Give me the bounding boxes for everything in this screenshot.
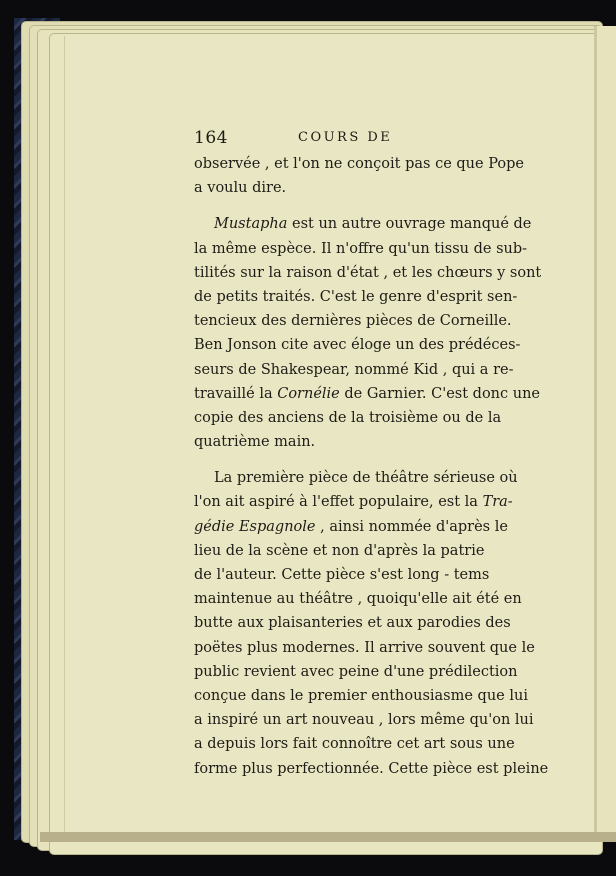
text-line: [194, 212, 532, 236]
text-run: tilités sur la raison d'état , et les chœurs y sont: [194, 264, 542, 281]
text-run: lieu de la scène et non d'après la patrie: [194, 542, 485, 559]
text-line: [194, 490, 514, 514]
text-run: l'on ait aspiré à l'effet populaire, est la: [194, 494, 483, 511]
paragraph-gap: [194, 454, 514, 466]
running-head: COURS DE: [298, 130, 393, 145]
paragraph: [194, 212, 542, 454]
text-run: tencieux des dernières pièces de Corneille.: [194, 313, 512, 330]
text-line: [194, 587, 522, 611]
text-run: seurs de Shakespear, nommé Kid , qui a re-: [194, 361, 514, 378]
paragraph: [194, 466, 549, 780]
text-run: conçue dans le premier enthousiasme que lui: [194, 687, 528, 704]
text-line: [194, 563, 514, 587]
text-line: [194, 309, 514, 333]
text-run: observée , et l'on ne conçoit pas ce que Pope: [194, 156, 524, 172]
text-run: butte aux plaisanteries et aux parodies des: [194, 615, 511, 632]
text-line: [194, 261, 542, 285]
italic-title: Mustapha: [214, 216, 288, 233]
text-run: Ben Jonson cite avec éloge un des prédéces-: [194, 337, 521, 354]
text-run: La première pièce de théâtre sérieuse où: [214, 470, 518, 487]
text-run: quatrième main.: [194, 434, 316, 451]
paragraph-gap: [194, 200, 514, 212]
body-text: [194, 152, 549, 781]
text-run: de petits traités. C'est le genre d'esprit sen-: [194, 288, 518, 305]
text-line: [194, 382, 540, 406]
text-run: de Garnier. C'est donc une: [339, 385, 540, 402]
text-run: a voulu dire.: [194, 180, 287, 197]
text-line: [194, 176, 514, 200]
facing-page-edge: [594, 26, 616, 834]
text-line: [194, 539, 514, 563]
text-line: [194, 430, 514, 454]
text-line: [194, 757, 549, 781]
text-run: , ainsi nommée d'après le: [315, 518, 508, 535]
text-run: forme plus perfectionnée. Cette pièce est pleine: [194, 760, 549, 777]
text-line: [194, 237, 528, 261]
page-number: 164: [194, 128, 228, 148]
text-line: [194, 285, 518, 309]
text-line: [194, 406, 514, 430]
text-run: poëtes plus modernes. Il arrive souvent que le: [194, 639, 535, 656]
text-line: [194, 708, 534, 732]
text-line: [194, 152, 524, 176]
page-bottom-edge: [40, 832, 616, 842]
text-run: est un autre ouvrage manqué de: [287, 216, 532, 233]
text-line: [194, 732, 514, 756]
italic-title: Cornélie: [277, 385, 340, 402]
text-run: maintenue au théâtre , quoiqu'elle ait été en: [194, 591, 522, 608]
paragraph: [194, 152, 524, 200]
text-line: [194, 684, 528, 708]
text-run: public revient avec peine d'une prédilection: [194, 663, 518, 680]
text-run: la même espèce. Il n'offre qu'un tissu de sub-: [194, 240, 528, 257]
page-header: [194, 128, 510, 150]
text-line: [194, 333, 521, 357]
text-run: copie des anciens de la troisième ou de la: [194, 409, 502, 426]
text-run: a inspiré un art nouveau , lors même qu'on lui: [194, 712, 534, 729]
text-line: [194, 358, 514, 382]
text-run: travaillé la: [194, 385, 278, 402]
italic-title: gédie Espagnole: [194, 518, 316, 535]
text-line: [194, 636, 535, 660]
text-line: [194, 515, 514, 539]
text-line: [194, 611, 514, 635]
text-run: a depuis lors fait connoître cet art sous une: [194, 736, 515, 753]
text-run: de l'auteur. Cette pièce s'est long - tems: [194, 567, 490, 583]
text-line: [194, 466, 518, 490]
text-line: [194, 660, 518, 684]
italic-title: Tra-: [482, 494, 513, 511]
